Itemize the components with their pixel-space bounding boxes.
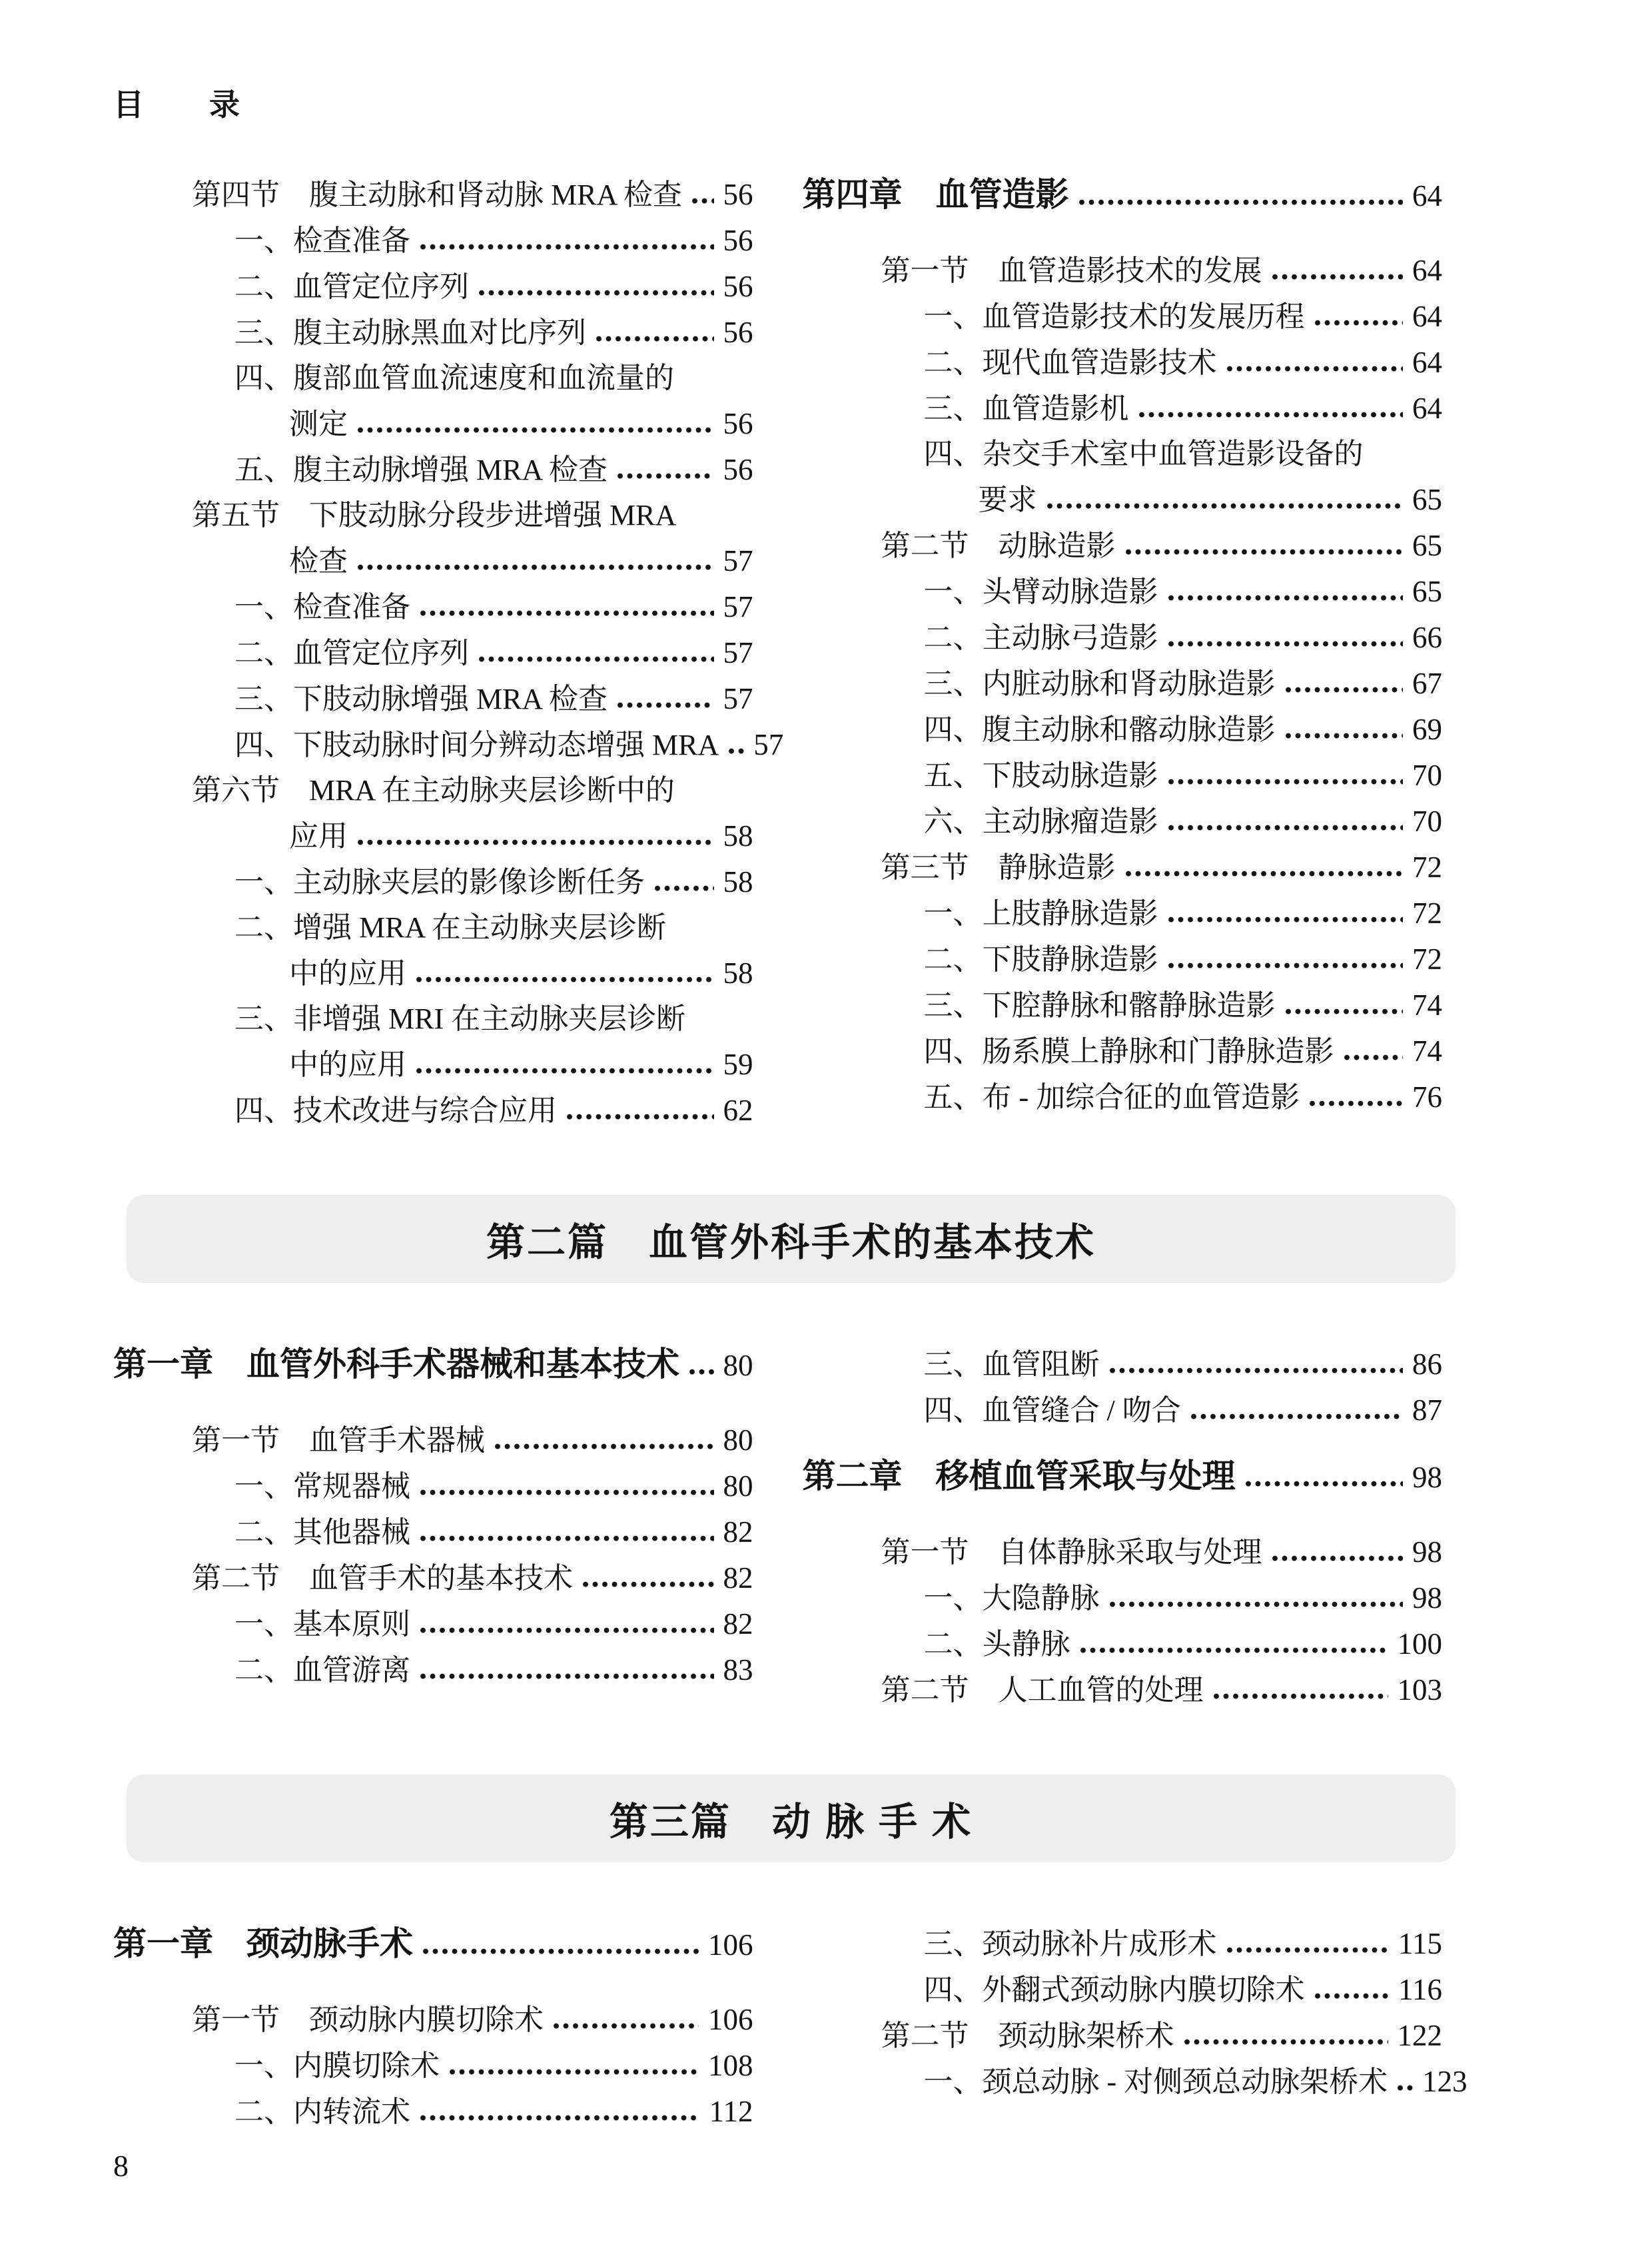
toc-part-2-left-column [113,1341,753,1693]
toc-entry [113,1647,753,1693]
toc-entry-title: 五、腹主动脉增强 MRA 检查 [234,454,608,486]
dot-leader [566,1114,714,1120]
dot-leader [1168,825,1404,831]
toc-entry-title: 二、主动脉弓造影 [923,621,1158,654]
part-banner-2: 第二篇 血管外科手术的基本技术 [127,1195,1455,1283]
toc-entry [113,1601,753,1647]
toc-entry-page: 103 [1397,1673,1442,1706]
toc-entry-page: 64 [1412,392,1442,425]
toc-entry-title: 一、检查准备 [234,591,410,623]
dot-leader [420,610,714,617]
toc-entry [803,982,1443,1028]
part-banner-3: 第三篇 动 脉 手 术 [127,1774,1455,1862]
toc-entry [803,707,1443,753]
toc-entry-title: 四、腹主动脉和髂动脉造影 [923,713,1276,746]
dot-leader [449,2069,699,2075]
toc-entry-title: 中的应用 [289,1048,406,1081]
toc-entry-page: 83 [723,1653,753,1686]
toc-entry-page: 106 [708,1928,753,1962]
toc-entry-page: 80 [723,1423,753,1457]
toc-entry [803,340,1443,386]
toc-entry [113,996,753,1042]
toc-entry-page: 98 [1412,1581,1442,1615]
dot-leader [596,336,714,342]
dot-leader [553,2023,699,2030]
toc-entry-title: 四、下肢动脉时间分辨动态增强 MRA [234,729,719,761]
toc-entry-page: 56 [723,453,753,486]
dot-leader [1078,199,1404,206]
toc-entry-title: 要求 [978,484,1037,516]
toc-entry-title: 四、外翻式颈动脉内膜切除术 [923,1974,1305,2006]
toc-entry-title: 二、下肢静脉造影 [923,943,1158,976]
toc-entry [803,386,1443,432]
dot-leader [617,473,714,480]
toc-entry [113,447,753,493]
dot-leader [420,1627,714,1634]
toc-entry [803,432,1443,477]
toc-entry [803,891,1443,936]
dot-leader [1168,917,1404,923]
toc-entry-title: 一、检查准备 [234,224,410,257]
toc-entry [803,569,1443,615]
toc-entry-page: 98 [1412,1461,1442,1494]
dot-leader [1272,1555,1404,1562]
toc-entry-page: 76 [1412,1080,1442,1114]
toc-entry [803,2013,1443,2059]
toc-entry-page: 56 [723,316,753,349]
toc-entry [113,1921,753,1968]
toc-entry-page: 58 [723,865,753,899]
toc-entry [803,1028,1443,1074]
toc-entry-title: 三、下腔静脉和髂静脉造影 [923,989,1276,1022]
dot-leader [1168,779,1404,785]
toc-entry-title: 第一节 血管手术器械 [192,1424,485,1457]
toc-entry [803,477,1443,523]
toc-entry-title: 中的应用 [289,957,406,990]
toc-entry-title: 第一章 颈动脉手术 [113,1925,413,1962]
dot-leader [357,427,714,434]
toc-entry-title: 四、肠系膜上静脉和门静脉造影 [923,1035,1334,1068]
dot-leader [478,656,714,663]
toc-entry-title: 四、技术改进与综合应用 [234,1094,557,1127]
toc-entry-page: 80 [723,1469,753,1503]
toc-entry-title: 第四章 血管造影 [802,176,1069,213]
toc-entry-title: 三、腹主动脉黑血对比序列 [234,316,586,349]
toc-entry [803,523,1443,569]
dot-leader [1213,1693,1388,1700]
dot-leader [357,839,714,846]
toc-entry-title: 第三节 静脉造影 [881,851,1116,884]
toc-entry-page: 64 [1412,179,1442,212]
toc-entry-title: 三、血管阻断 [923,1348,1100,1381]
toc-entry-page: 100 [1397,1627,1442,1661]
toc-entry-page: 62 [723,1094,753,1127]
dot-leader [617,702,714,709]
dot-leader [1285,1008,1404,1015]
dot-leader [654,885,714,892]
toc-entry-title: 二、增强 MRA 在主动脉夹层诊断 [234,911,666,944]
toc-entry-page: 58 [723,956,753,990]
toc-entry [113,859,753,905]
dot-leader [422,1948,699,1955]
toc-entry-title: 三、非增强 MRI 在主动脉夹层诊断 [234,1002,686,1035]
toc-entry-page: 57 [723,636,753,669]
dot-leader [1397,2085,1413,2091]
toc-entry-title: 一、基本原则 [234,1608,410,1641]
toc-entry-page: 64 [1412,346,1442,379]
toc-entry-page: 57 [723,544,753,577]
toc-entry-page: 80 [723,1349,753,1382]
toc-part-1-right-column [803,172,1443,1120]
dot-leader [1190,1413,1403,1420]
toc-entry [113,676,753,722]
toc-entry [803,1387,1443,1433]
toc-entry [113,584,753,630]
toc-part-3 [113,1921,1467,2135]
toc-entry-page: 122 [1397,2019,1442,2052]
toc-entry-title: 第一节 自体静脉采取与处理 [881,1536,1262,1569]
toc-entry [803,845,1443,891]
toc-entry [803,1667,1443,1713]
toc-entry-title: 六、主动脉瘤造影 [923,805,1158,838]
toc-entry [803,1621,1443,1667]
toc-entry-page: 58 [723,819,753,853]
toc-entry-page: 56 [723,224,753,257]
dot-leader [1138,412,1404,418]
toc-entry-page: 123 [1422,2065,1467,2098]
toc-entry [803,1074,1443,1120]
toc-entry-title: 第二章 移植血管采取与处理 [802,1457,1236,1495]
toc-entry [803,615,1443,661]
toc-entry-page: 87 [1412,1393,1442,1427]
toc-entry-title: 四、血管缝合 / 吻合 [923,1394,1181,1427]
footer-page-number: 8 [113,2149,129,2183]
toc-entry-title: 三、颈动脉补片成形术 [923,1928,1217,1960]
toc-entry [803,2059,1467,2105]
toc-entry-title: 二、血管定位序列 [234,270,469,303]
dot-leader [1272,274,1404,280]
toc-entry-page: 64 [1412,254,1442,287]
toc-entry [803,1967,1443,2013]
toc-entry-title: 二、头静脉 [923,1628,1070,1661]
toc-entry-title: 一、常规器械 [234,1470,410,1503]
toc-entry [113,1042,753,1088]
dot-leader [1046,503,1404,510]
dot-leader [420,1535,714,1542]
toc-entry-page: 72 [1412,897,1442,930]
toc-entry [113,264,753,310]
toc-entry-title: 四、腹部血管血流速度和血流量的 [234,362,674,394]
toc-entry-title: 一、内膜切除术 [234,2050,440,2082]
toc-entry-title: 一、头臂动脉造影 [923,575,1158,608]
toc-entry [113,172,753,218]
toc-entry-page: 70 [1412,805,1442,838]
toc-entry-page: 72 [1412,942,1442,976]
toc-part-3-left-column [113,1921,753,2135]
dot-leader [494,1443,714,1450]
dot-leader [691,198,714,204]
toc-entry-page: 82 [723,1561,753,1595]
toc-entry [113,813,753,859]
toc-part-2 [113,1341,1442,1713]
toc-entry-title: 三、血管造影机 [923,392,1129,425]
toc-entry [803,248,1443,294]
dot-leader [728,748,744,755]
toc-entry [803,1921,1443,1967]
toc-entry [113,1997,753,2043]
dot-leader [416,1068,714,1074]
toc-entry [803,661,1443,707]
toc-entry [113,401,753,447]
toc-entry-title: 第一节 血管造影技术的发展 [881,254,1262,287]
toc-entry [803,799,1443,845]
dot-leader [420,1489,714,1496]
toc-entry-title: 一、颈总动脉 - 对侧颈总动脉架桥术 [923,2065,1388,2098]
dot-leader [1109,1367,1404,1374]
dot-leader [420,2115,700,2121]
toc-entry [803,1453,1443,1500]
toc-part-1-left-column [113,172,784,1134]
toc-entry [803,294,1443,340]
toc-entry-page: 116 [1398,1973,1442,2006]
dot-leader [1245,1481,1404,1487]
toc-entry [803,1575,1443,1621]
toc-entry-page: 115 [1398,1927,1442,1960]
dot-leader [1109,1601,1404,1608]
toc-entry [113,356,753,401]
toc-entry [113,1509,753,1555]
toc-entry-page: 57 [723,590,753,623]
toc-entry [113,2043,753,2089]
toc-entry [803,1341,1443,1387]
toc-entry [113,218,753,264]
toc-entry-page: 67 [1412,667,1442,700]
toc-entry-title: 检查 [289,545,348,577]
dot-leader [416,976,714,983]
toc-entry-title: 五、布 - 加综合征的血管造影 [923,1081,1300,1114]
toc-entry-page: 65 [1412,483,1442,516]
toc-entry-title: 二、现代血管造影技术 [923,346,1217,379]
toc-entry-title: 二、血管定位序列 [234,637,469,669]
toc-entry-page: 108 [708,2049,753,2082]
toc-part-2-right-column [803,1341,1443,1713]
toc-entry [803,936,1443,982]
toc-entry-page: 98 [1412,1535,1442,1569]
toc-entry-page: 64 [1412,300,1442,333]
toc-entry-title: 第四节 腹主动脉和肾动脉 MRA 检查 [192,179,682,211]
dot-leader [1080,1647,1388,1654]
toc-entry-title: 一、血管造影技术的发展历程 [923,300,1305,333]
toc-entry [113,1463,753,1509]
toc-entry-page: 65 [1412,529,1442,562]
toc-entry-title: 五、下肢动脉造影 [923,759,1158,792]
dot-leader [1314,1993,1390,2000]
toc-entry [803,172,1443,218]
toc-entry [113,1417,753,1463]
dot-leader [1285,687,1404,693]
toc-entry-page: 82 [723,1515,753,1549]
toc-entry-page: 74 [1412,988,1442,1022]
dot-leader [1344,1054,1404,1061]
toc-entry-title: 第二节 人工血管的处理 [881,1674,1204,1706]
toc-part-3-right-column [803,1921,1467,2105]
toc-entry-page: 57 [753,728,784,761]
toc-entry [113,722,784,768]
toc-entry-title: 四、杂交手术室中血管造影设备的 [923,438,1364,470]
toc-entry-page: 59 [723,1048,753,1081]
toc-entry [113,1555,753,1601]
toc-entry [113,905,753,950]
toc-entry-title: 第五节 下肢动脉分段步进增强 MRA [192,499,677,532]
toc-part-1 [113,172,1442,1134]
toc-entry [113,493,753,538]
toc-entry-page: 86 [1412,1347,1442,1381]
dot-leader [1125,871,1404,877]
toc-entry-page: 112 [709,2095,753,2128]
toc-entry-title: 第二节 颈动脉架桥术 [881,2020,1174,2052]
toc-entry [113,2089,753,2135]
toc-entry-title: 一、主动脉夹层的影像诊断任务 [234,866,645,899]
dot-leader [1309,1100,1403,1107]
toc-entry [113,1088,753,1134]
dot-leader [357,564,714,571]
toc-entry-page: 57 [723,682,753,715]
toc-entry-title: 第二节 血管手术的基本技术 [192,1562,573,1595]
dot-leader [420,244,714,250]
toc-entry-title: 二、内转流术 [234,2095,410,2128]
page-title: 目 录 [113,88,241,122]
toc-entry-page: 56 [723,407,753,440]
toc-entry [113,630,753,676]
toc-entry-title: 一、大隐静脉 [923,1582,1100,1615]
toc-entry-page: 56 [723,178,753,211]
toc-entry-title: 第六节 MRA 在主动脉夹层诊断中的 [192,774,675,807]
toc-entry-title: 第一节 颈动脉内膜切除术 [192,2004,544,2036]
toc-entry [113,950,753,996]
toc-entry [803,753,1443,799]
toc-entry-page: 65 [1412,575,1442,608]
dot-leader [1285,733,1404,739]
toc-entry-title: 三、下肢动脉增强 MRA 检查 [234,683,608,715]
toc-entry-page: 66 [1412,621,1442,654]
dot-leader [1125,549,1404,556]
dot-leader [478,290,714,296]
toc-entry [113,768,753,813]
toc-entry-title: 第二节 动脉造影 [881,530,1116,562]
toc-entry-title: 一、上肢静脉造影 [923,897,1158,930]
toc-entry-title: 二、血管游离 [234,1654,410,1686]
dot-leader [1168,595,1404,601]
dot-leader [582,1581,714,1588]
toc-entry-page: 70 [1412,759,1442,792]
dot-leader [1168,641,1404,647]
toc-entry [803,1529,1443,1575]
toc-entry-page: 72 [1412,851,1442,884]
toc-entry-page: 74 [1412,1034,1442,1068]
toc-entry [113,538,753,584]
toc-entry-title: 三、内脏动脉和肾动脉造影 [923,667,1276,700]
toc-entry-title: 二、其他器械 [234,1516,410,1549]
toc-entry-title: 第一章 血管外科手术器械和基本技术 [113,1345,679,1383]
dot-leader [1184,2039,1388,2046]
toc-entry-title: 测定 [289,408,348,440]
toc-entry-page: 56 [723,270,753,303]
toc-entry [113,310,753,356]
dot-leader [1314,320,1404,326]
dot-leader [1226,366,1404,372]
dot-leader [1168,962,1404,969]
dot-leader [420,1673,714,1680]
toc-entry-page: 82 [723,1607,753,1641]
toc-entry-page: 69 [1412,713,1442,746]
dot-leader [689,1369,714,1375]
toc-entry-page: 106 [708,2003,753,2036]
toc-entry-title: 应用 [289,820,348,853]
dot-leader [1226,1947,1390,1954]
toc-entry [113,1341,753,1388]
